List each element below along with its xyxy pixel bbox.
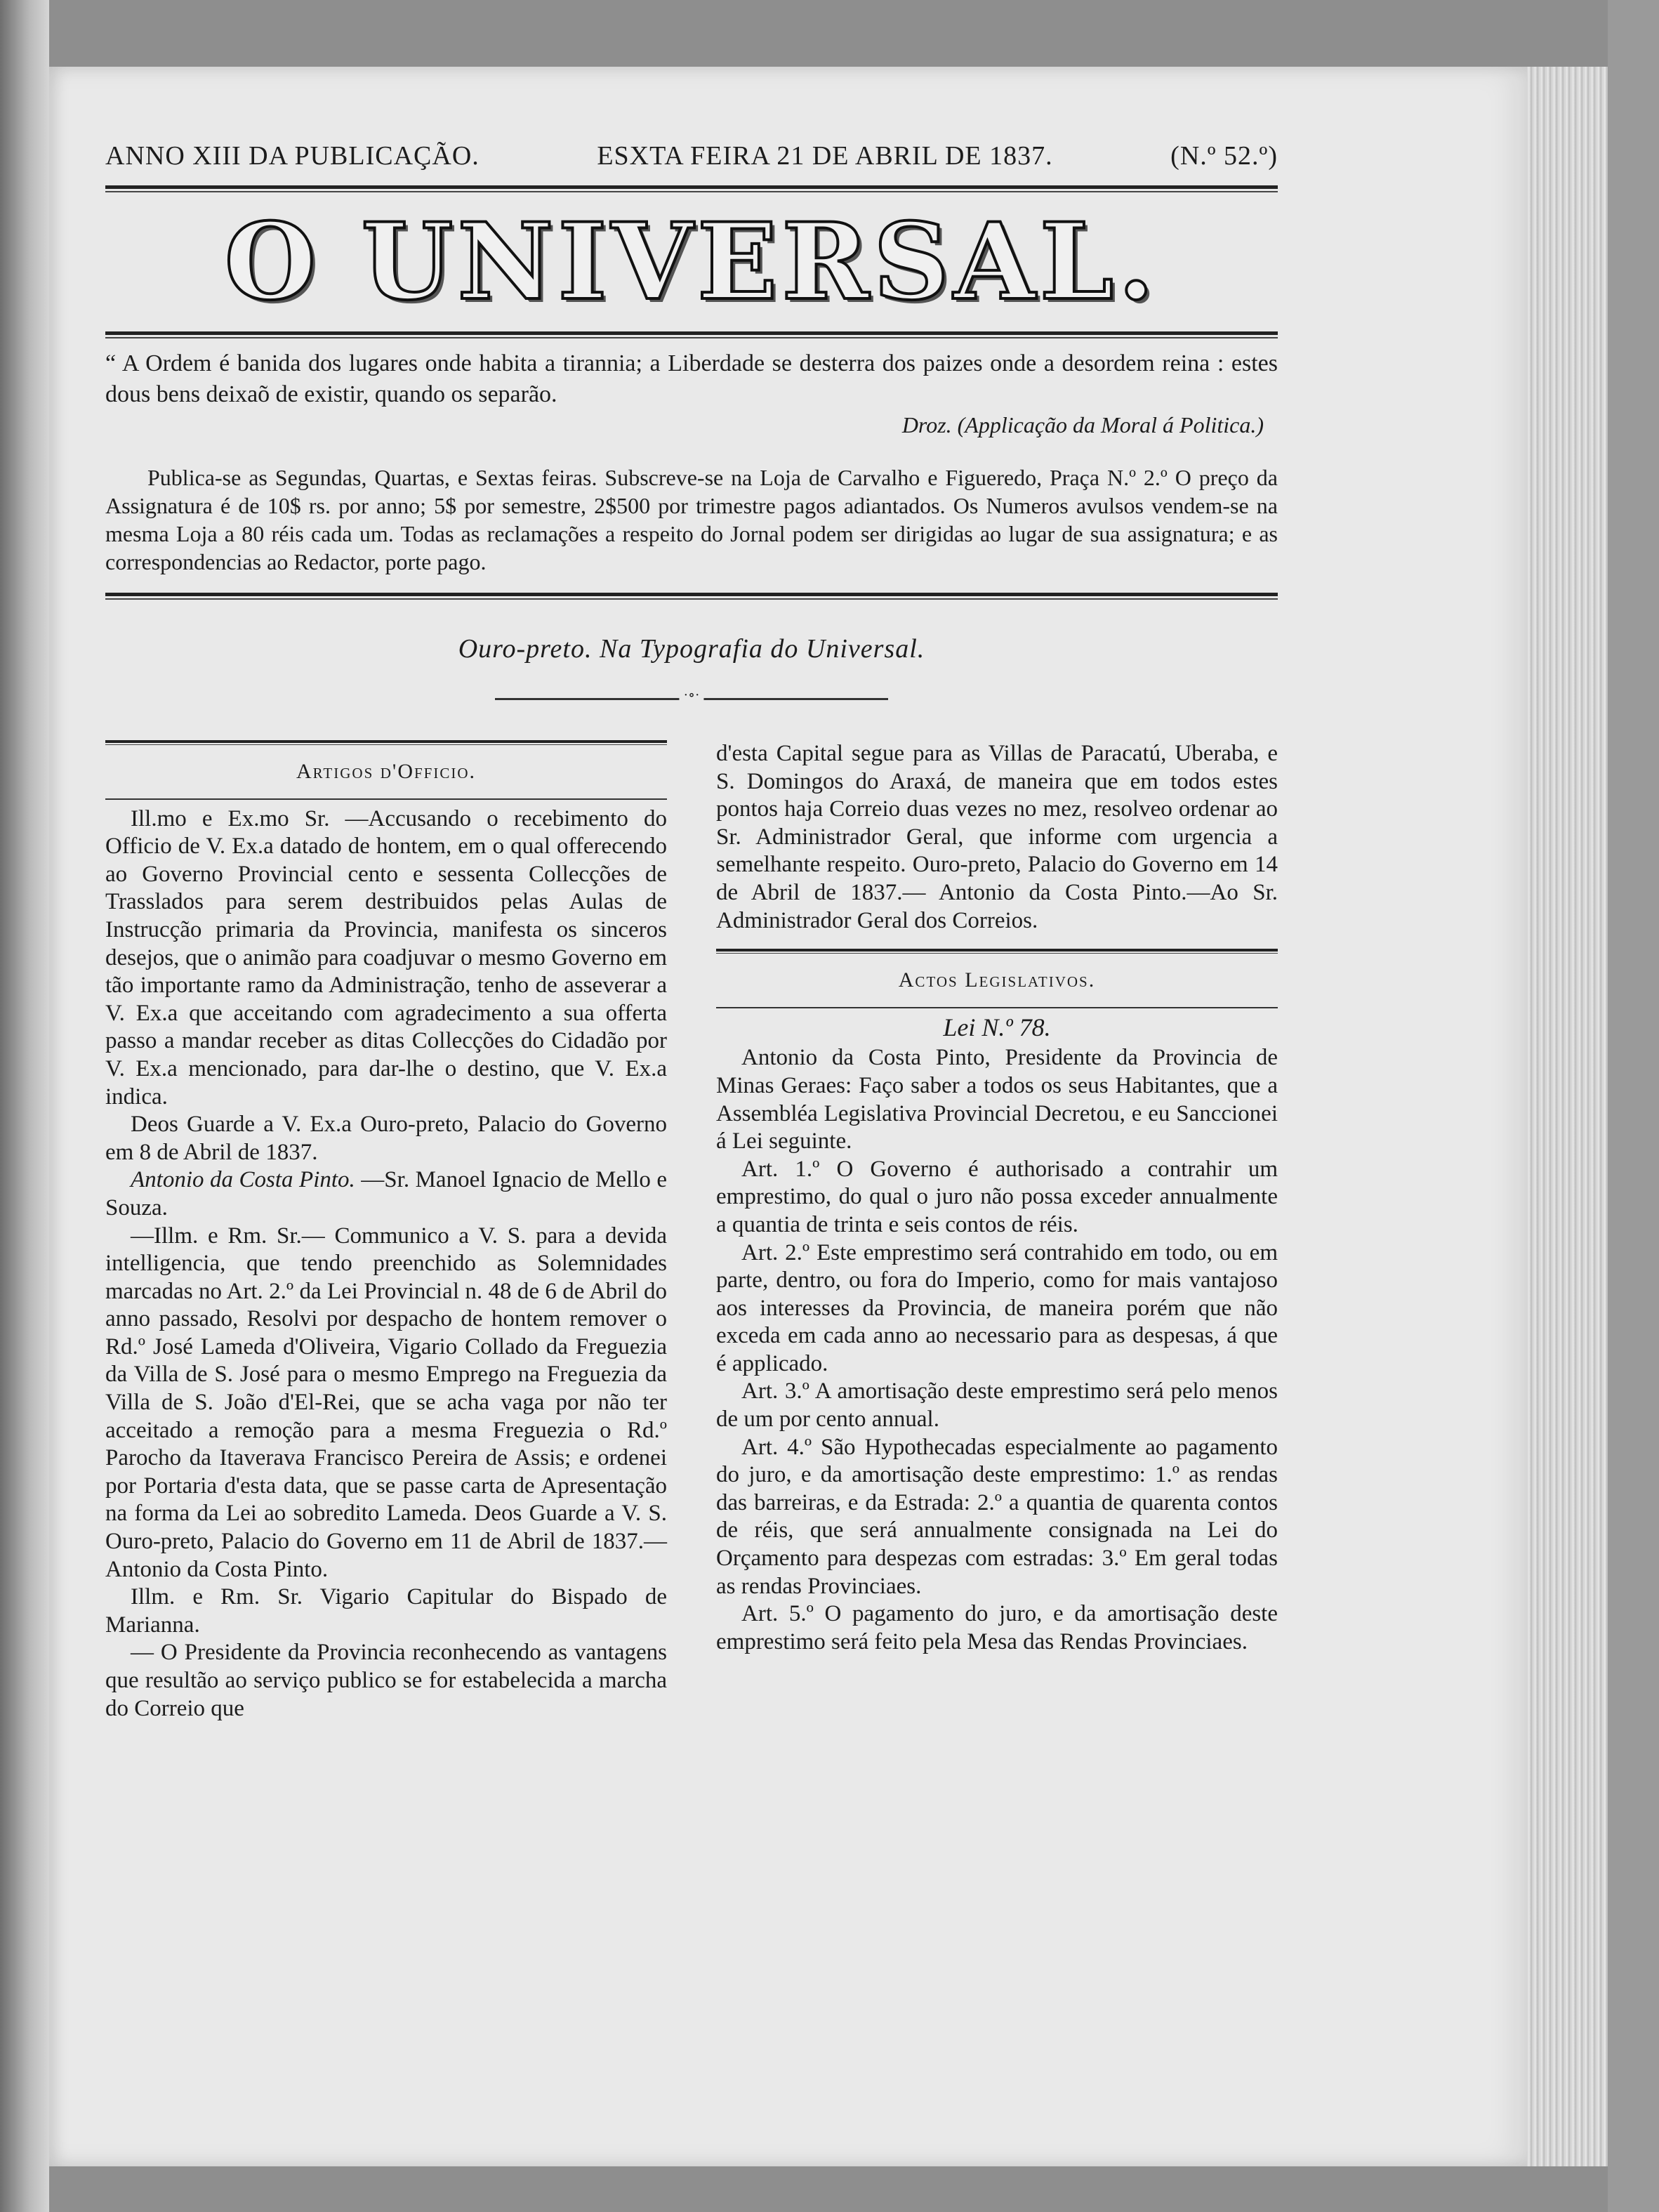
section-title-legislative: Actos Legislativos.	[898, 968, 1096, 992]
law-paragraph: Antonio da Costa Pinto, Presidente da Provincia de Minas Geraes: Faço saber a todos os seus Habitantes, que a Assembléa Legislativa Provincial Decretou, e eu Sanccionei á Lei seguinte.	[716, 1045, 1278, 1154]
page-edges	[1527, 67, 1608, 2166]
section-rule	[105, 740, 667, 745]
motto-source: Droz. (Applicação da Moral á Politica.)	[901, 412, 1264, 437]
masthead-line	[105, 140, 1278, 183]
printer-line: Ouro-preto. Na Typografia do Universal.	[458, 634, 925, 664]
title-text: O UNIVERSAL.	[224, 200, 1159, 324]
law-title: Lei N.º 78.	[943, 1013, 1051, 1041]
section-rule	[105, 798, 667, 800]
issue-date: ESXTA FEIRA 21 DE ABRIL DE 1837.	[597, 141, 1053, 171]
article-paragraph: Illm. e Rm. Sr. Vigario Capitular do Bispado de Marianna.	[105, 1584, 667, 1638]
page-content	[105, 140, 1278, 1723]
article-paragraph: Ill.mo e Ex.mo Sr. —Accusando o recebimento do Officio de V. Ex.a datado de hontem, em o qual offerecendo ao Governo Provincial cento e sessenta Collecções de Trasslados para serem destribuidos pelas Aulas de Instrucção primaria da Provincia, manifesta os sinceros desejos, que o animão para coadjuvar o mesmo Governo em tão importante ramo da Administração, tenho de asseverar a V. Ex.a que acceitando com agradecimento a sua offerta passo a mandar receber as ditas Collecções do Cidadão por V. Ex.a mencionado, para dar-lhe o destino, que V. Ex.a indica.	[105, 805, 667, 1110]
article-paragraph: Deos Guarde a V. Ex.a Ouro-preto, Palacio do Governo em 8 de Abril de 1837.	[105, 1112, 667, 1165]
article-paragraph: —Illm. e Rm. Sr.— Communico a V. S. para a devida intelligencia, que tendo preenchido as Solemnidades marcadas no Art. 2.º da Lei Provincial n. 48 de 6 de Abril do anno passado, Resolvi por despacho de hontem remover o Rd.º José Lameda d'Oliveira, Vigario Collado da Freguezia da Villa de S. José para o mesmo Emprego na Freguezia da Villa de S. João d'El-Rei, que se acha vaga por não ter acceitado a remoção para a mesma Freguezia o Rd.º Parocho da Itaverava Francisco Pereira de Assis; e ordenei por Portaria d'esta data, que se passe carta de Apresentação na forma da Lei ao sobredito Lameda. Deos Guarde a V. S. Ouro-preto, Palacio do Governo em 11 de Abril de 1837.— Antonio da Costa Pinto.	[105, 1223, 667, 1582]
article-signature	[105, 1166, 667, 1222]
law-article: Art. 1.º O Governo é authorisado a contrahir um emprestimo, do qual o juro não possa exceder annualmente a quantia de trinta e seis contos de réis.	[716, 1156, 1278, 1237]
section-rule	[716, 1007, 1278, 1008]
article-paragraph: — O Presidente da Provincia reconhecendo as vantagens que resultão ao serviço publico se for estabelecida a marcha do Correio que	[105, 1640, 667, 1721]
info-rule	[105, 593, 1278, 600]
right-column	[716, 740, 1278, 1723]
publication-year: ANNO XIII DA PUBLICAÇÃO.	[105, 141, 480, 171]
signature-recipient: —Sr. Manoel Ignacio de Mello e Souza.	[105, 1167, 667, 1220]
article-columns	[105, 740, 1278, 1723]
masthead-rule	[105, 185, 1278, 192]
ornament-rule	[495, 698, 888, 705]
title-rule	[105, 331, 1278, 338]
law-article: Art. 2.º Este emprestimo será contrahido em todo, ou em parte, dentro, ou fora do Imperio, como for mais vantajoso aos interesses da Provincia, de maneira porém que não exceda em cada anno ao necessario para as despesas, á que é applicado.	[716, 1239, 1278, 1376]
publication-info: Publica-se as Segundas, Quartas, e Sextas feiras. Subscreve-se na Loja de Carvalho e Figueredo, Praça N.º 2.º O preço da Assignatura é de 10$ rs. por anno; 5$ por semestre, 2$500 por trimestre pagos adiantados. Os Numeros avulsos vendem-se na mesma Loja a 80 réis cada um. Todas as reclamações a respeito do Jornal podem ser dirigidas ao lugar de sua assignatura; e as correspondencias ao Redactor, porte pago.	[105, 465, 1278, 574]
book-spine	[0, 0, 49, 2212]
section-rule	[716, 949, 1278, 954]
scan-background	[1608, 0, 1659, 2212]
motto: “ A Ordem é banida dos lugares onde habita a tirannia; a Liberdade se desterra dos paizes onde a desordem reina : estes dous bens deixaõ de existir, quando os separão.	[105, 350, 1278, 407]
left-column	[105, 740, 667, 1723]
law-article: Art. 5.º O pagamento do juro, e da amortisação deste emprestimo será feito pela Mesa das Rendas Provinciaes.	[716, 1601, 1278, 1654]
law-article: Art. 4.º São Hypothecadas especialmente ao pagamento do juro, e da amortisação deste emprestimo: 1.º as rendas das barreiras, e da Estrada: 2.º a quantia de quarenta contos de réis, que será annualmente consignada na Lei do Orçamento para despezas com estradas: 3.º Em geral todas as rendas Provinciaes.	[716, 1434, 1278, 1599]
signature-name: Antonio da Costa Pinto.	[131, 1167, 355, 1193]
newspaper-title	[105, 195, 1278, 329]
law-article: Art. 3.º A amortisação deste emprestimo será pelo menos de um por cento annual.	[716, 1378, 1278, 1433]
section-title-official: Artigos d'Officio.	[296, 760, 476, 783]
article-continuation: d'esta Capital segue para as Villas de Paracatú, Uberaba, e S. Domingos do Araxá, de maneira que em todos estes pontos haja Correio duas vezes no mez, resolveo ordenar ao Sr. Administrador Geral, que informe com urgencia a semelhante respeito. Ouro-preto, Palacio do Governo em 14 de Abril de 1837.— Antonio da Costa Pinto.—Ao Sr. Administrador Geral dos Correios.	[716, 741, 1278, 933]
issue-number: (N.º 52.º)	[1170, 141, 1278, 171]
